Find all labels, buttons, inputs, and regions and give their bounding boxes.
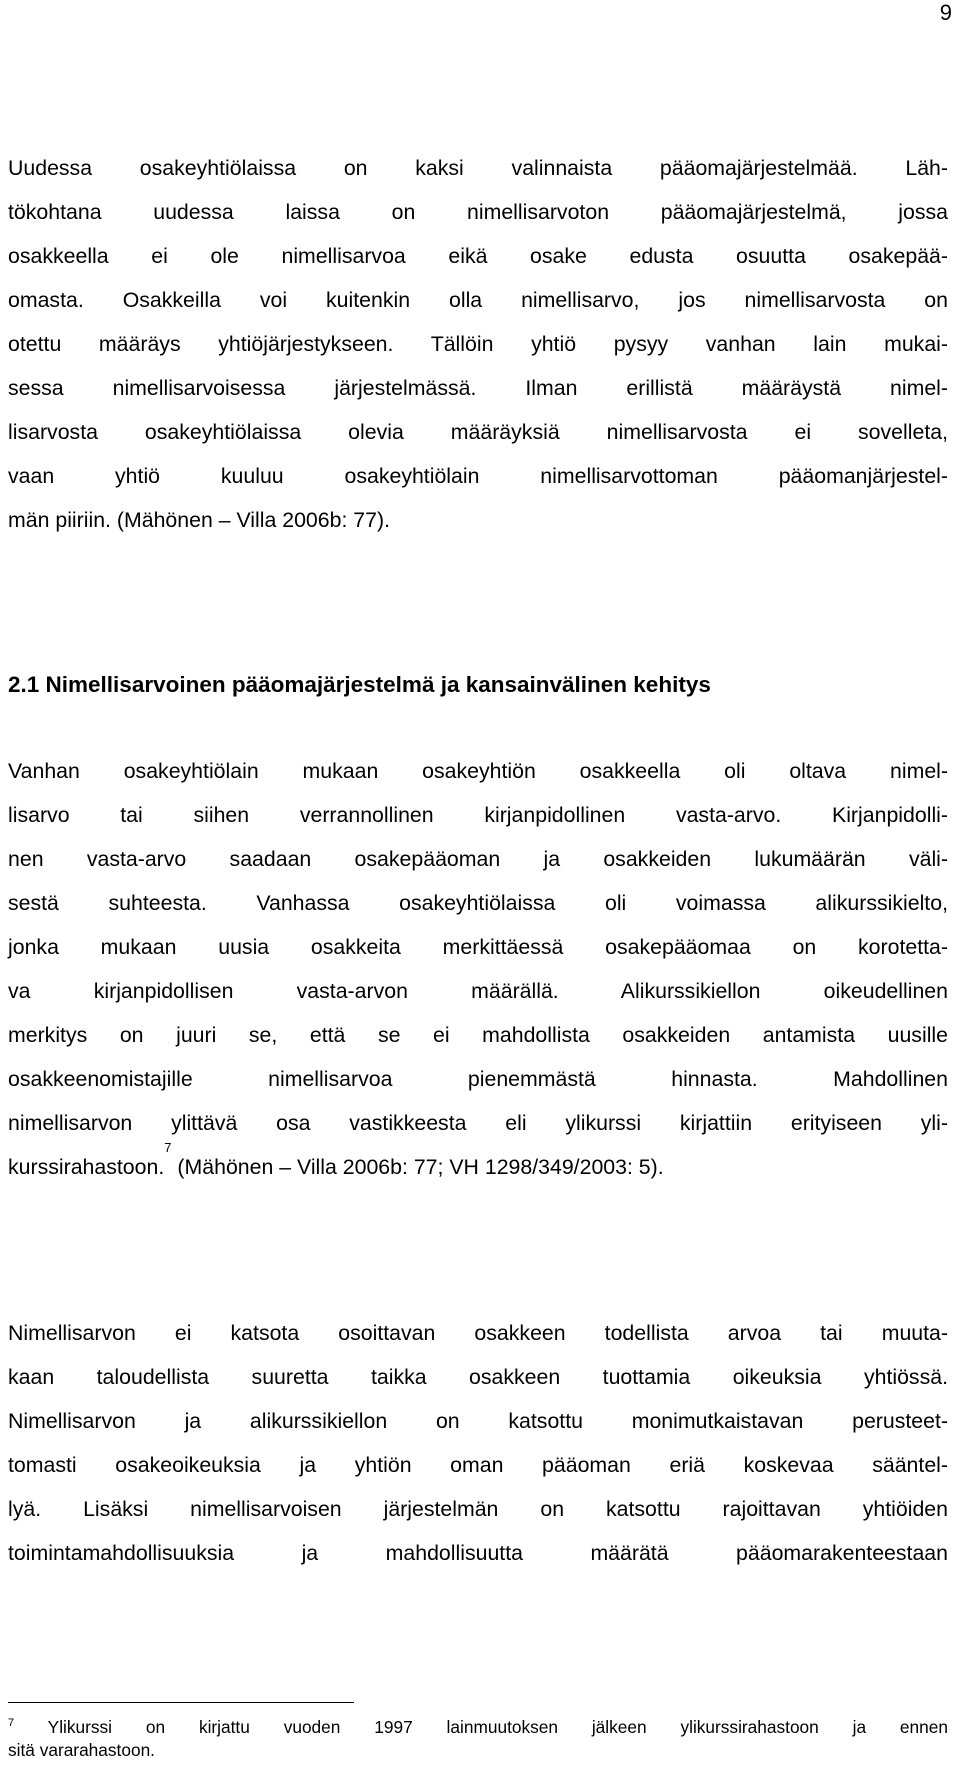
footnote-line: [8, 1716, 948, 1739]
footnote-reference[interactable]: 7: [164, 1140, 172, 1155]
text-line: otettu määräys yhtiöjärjestykseen. Tällöin yhtiö pysyy vanhan lain mukai-: [8, 332, 948, 356]
text-line: osakkeella ei ole nimellisarvoa eikä osake edusta osuutta osakepää-: [8, 244, 948, 268]
text-line: jonka mukaan uusia osakkeita merkittäessä osakepääomaa on korotetta-: [8, 935, 948, 959]
text-line: lyä. Lisäksi nimellisarvoisen järjestelmän on katsottu rajoittavan yhtiöiden: [8, 1497, 948, 1521]
text-line: osakkeenomistajille nimellisarvoa pienemmästä hinnasta. Mahdollinen: [8, 1067, 948, 1091]
text-fragment: kurssirahastoon.: [8, 1155, 165, 1179]
text-line: Nimellisarvon ei katsota osoittavan osakkeen todellista arvoa tai muuta-: [8, 1321, 948, 1345]
text-fragment: (Mähönen – Villa 2006b: 77; VH 1298/349/2003: 5).: [171, 1155, 664, 1179]
paragraph-criticism: [8, 1311, 948, 1575]
section-heading: 2.1 Nimellisarvoinen pääomajärjestelmä ja kansainvälinen kehitys: [8, 672, 711, 697]
text-line: lisarvosta osakeyhtiölaissa olevia määräyksiä nimellisarvosta ei sovelleta,: [8, 420, 948, 444]
footnote-separator: [8, 1702, 354, 1703]
paragraph-intro: [8, 146, 948, 542]
text-line: merkitys on juuri se, että se ei mahdollista osakkeiden antamista uusille: [8, 1023, 948, 1047]
text-line: kaan taloudellista suuretta taikka osakkeen tuottamia oikeuksia yhtiössä.: [8, 1365, 948, 1389]
footnote-line: sitä vararahastoon.: [8, 1740, 155, 1760]
text-line: tökohtana uudessa laissa on nimellisarvoton pääomajärjestelmä, jossa: [8, 200, 948, 224]
text-line: nimellisarvon ylittävä osa vastikkeesta eli ylikurssi kirjattiin erityiseen yli-: [8, 1111, 948, 1135]
text-line: sestä suhteesta. Vanhassa osakeyhtiölaissa oli voimassa alikurssikielto,: [8, 891, 948, 915]
footnote-number: 7: [8, 1717, 15, 1729]
text-line: toimintamahdollisuuksia ja mahdollisuutta määrätä pääomarakenteestaan: [8, 1541, 948, 1565]
text-line: sessa nimellisarvoisessa järjestelmässä. Ilman erillistä määräystä nimel-: [8, 376, 948, 400]
paragraph-old-law: [8, 749, 948, 1189]
text-line: män piiriin. (Mähönen – Villa 2006b: 77).: [8, 508, 390, 532]
text-line: Uudessa osakeyhtiölaissa on kaksi valinnaista pääomajärjestelmää. Läh-: [8, 156, 948, 180]
text-line: Nimellisarvon ja alikurssikiellon on katsottu monimutkaistavan perusteet-: [8, 1409, 948, 1433]
text-line: omasta. Osakkeilla voi kuitenkin olla nimellisarvo, jos nimellisarvosta on: [8, 288, 948, 312]
text-line: vaan yhtiö kuuluu osakeyhtiölain nimellisarvottoman pääomanjärjestel-: [8, 464, 948, 488]
text-line: lisarvo tai siihen verrannollinen kirjanpidollinen vasta-arvo. Kirjanpidolli-: [8, 803, 948, 827]
text-line: Vanhan osakeyhtiölain mukaan osakeyhtiön osakkeella oli oltava nimel-: [8, 759, 948, 783]
page-number: 9: [939, 0, 952, 25]
text-line: tomasti osakeoikeuksia ja yhtiön oman pääoman eriä koskevaa sääntel-: [8, 1453, 948, 1477]
footnote: [8, 1716, 948, 1762]
text-line: va kirjanpidollisen vasta-arvon määrällä. Alikurssikiellon oikeudellinen: [8, 979, 948, 1003]
text-line-with-footnote: [8, 1140, 948, 1189]
footnote-text: Ylikurssi on kirjattu vuoden 1997 lainmuutoksen jälkeen ylikurssirahastoon ja ennen: [14, 1717, 948, 1737]
text-line: nen vasta-arvo saadaan osakepääoman ja osakkeiden lukumäärän väli-: [8, 847, 948, 871]
